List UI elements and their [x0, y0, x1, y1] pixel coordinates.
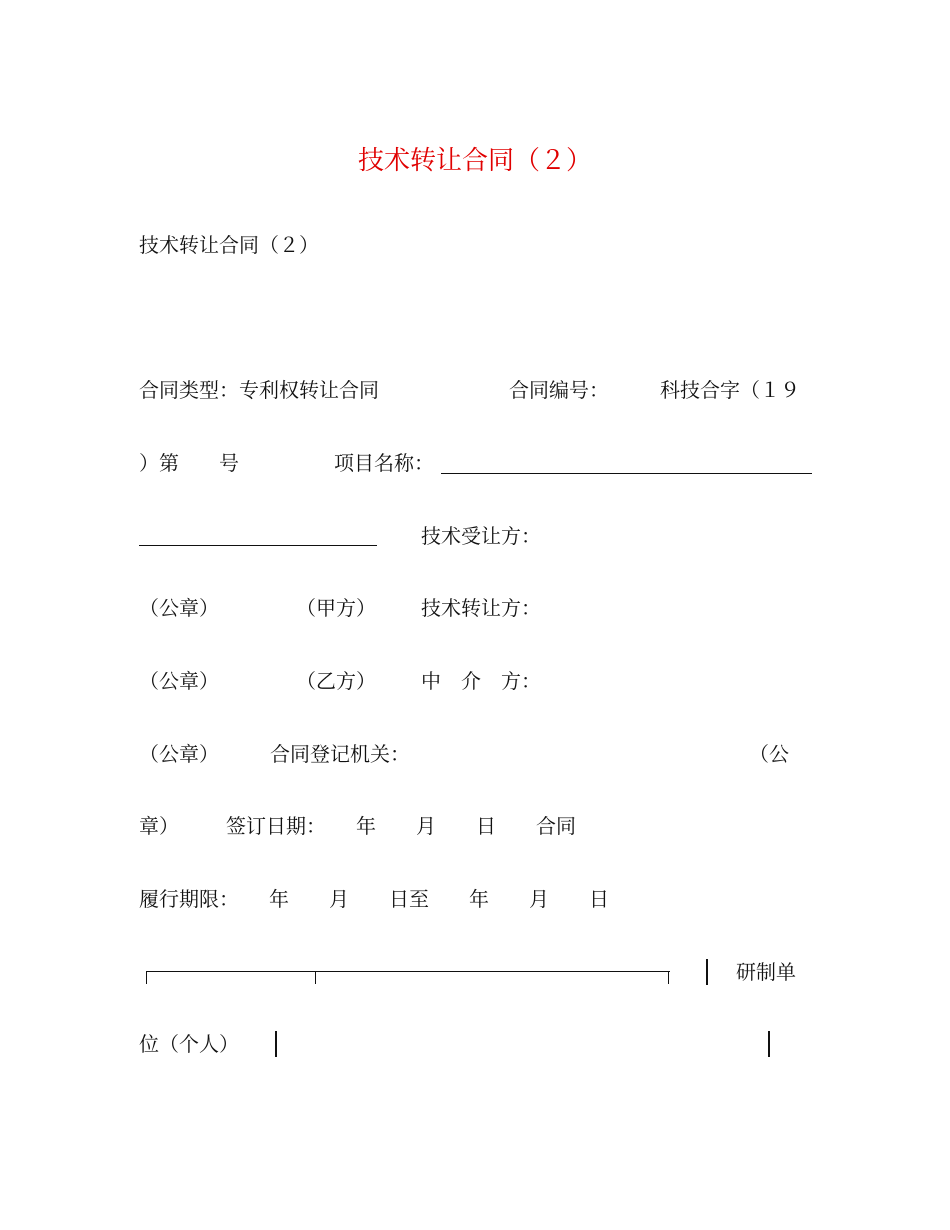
- table-column-divider: [315, 971, 316, 984]
- assignee-label: 技术受让方：: [421, 524, 541, 548]
- project-name-underline: [441, 473, 812, 474]
- seal-label-1: （公章）: [139, 596, 219, 620]
- seal-label-4-end: 章）: [139, 814, 179, 838]
- contract-number-label: 合同编号：: [509, 378, 609, 402]
- performance-term: 履行期限： 年 月 日至 年 月 日: [139, 887, 609, 911]
- assignor-label: 技术转让方：: [421, 596, 541, 620]
- table-corner-left: [146, 971, 147, 984]
- registry-label: 合同登记机关：: [270, 742, 410, 766]
- party-b-label: （乙方）: [296, 669, 376, 693]
- signing-date: 签订日期： 年 月 日 合同: [226, 814, 576, 838]
- intermediary-label: 中 介 方：: [421, 669, 541, 693]
- document-subtitle: 技术转让合同（２）: [139, 233, 319, 257]
- contract-number-suffix: ）第 号: [139, 451, 239, 475]
- contract-number-value: 科技合字（１９: [660, 378, 800, 402]
- table-cell-border: [706, 959, 708, 985]
- party-a-label: （甲方）: [296, 596, 376, 620]
- dev-unit-label-start: 研制单: [736, 960, 796, 984]
- seal-label-2: （公章）: [139, 669, 219, 693]
- table-top-border: [146, 971, 670, 972]
- contract-type-text: 合同类型：专利权转让合同: [139, 378, 379, 402]
- project-name-label: 项目名称：: [334, 451, 434, 475]
- seal-label-4-start: （公: [749, 742, 789, 766]
- project-name-underline-cont: [139, 545, 377, 546]
- table-cell-border-right: [768, 1031, 770, 1057]
- dev-unit-label-end: 位（个人）: [139, 1032, 239, 1056]
- table-corner-right: [668, 971, 669, 984]
- seal-label-3: （公章）: [139, 742, 219, 766]
- document-title: 技术转让合同（２）: [357, 146, 592, 176]
- table-cell-border-left: [275, 1031, 277, 1057]
